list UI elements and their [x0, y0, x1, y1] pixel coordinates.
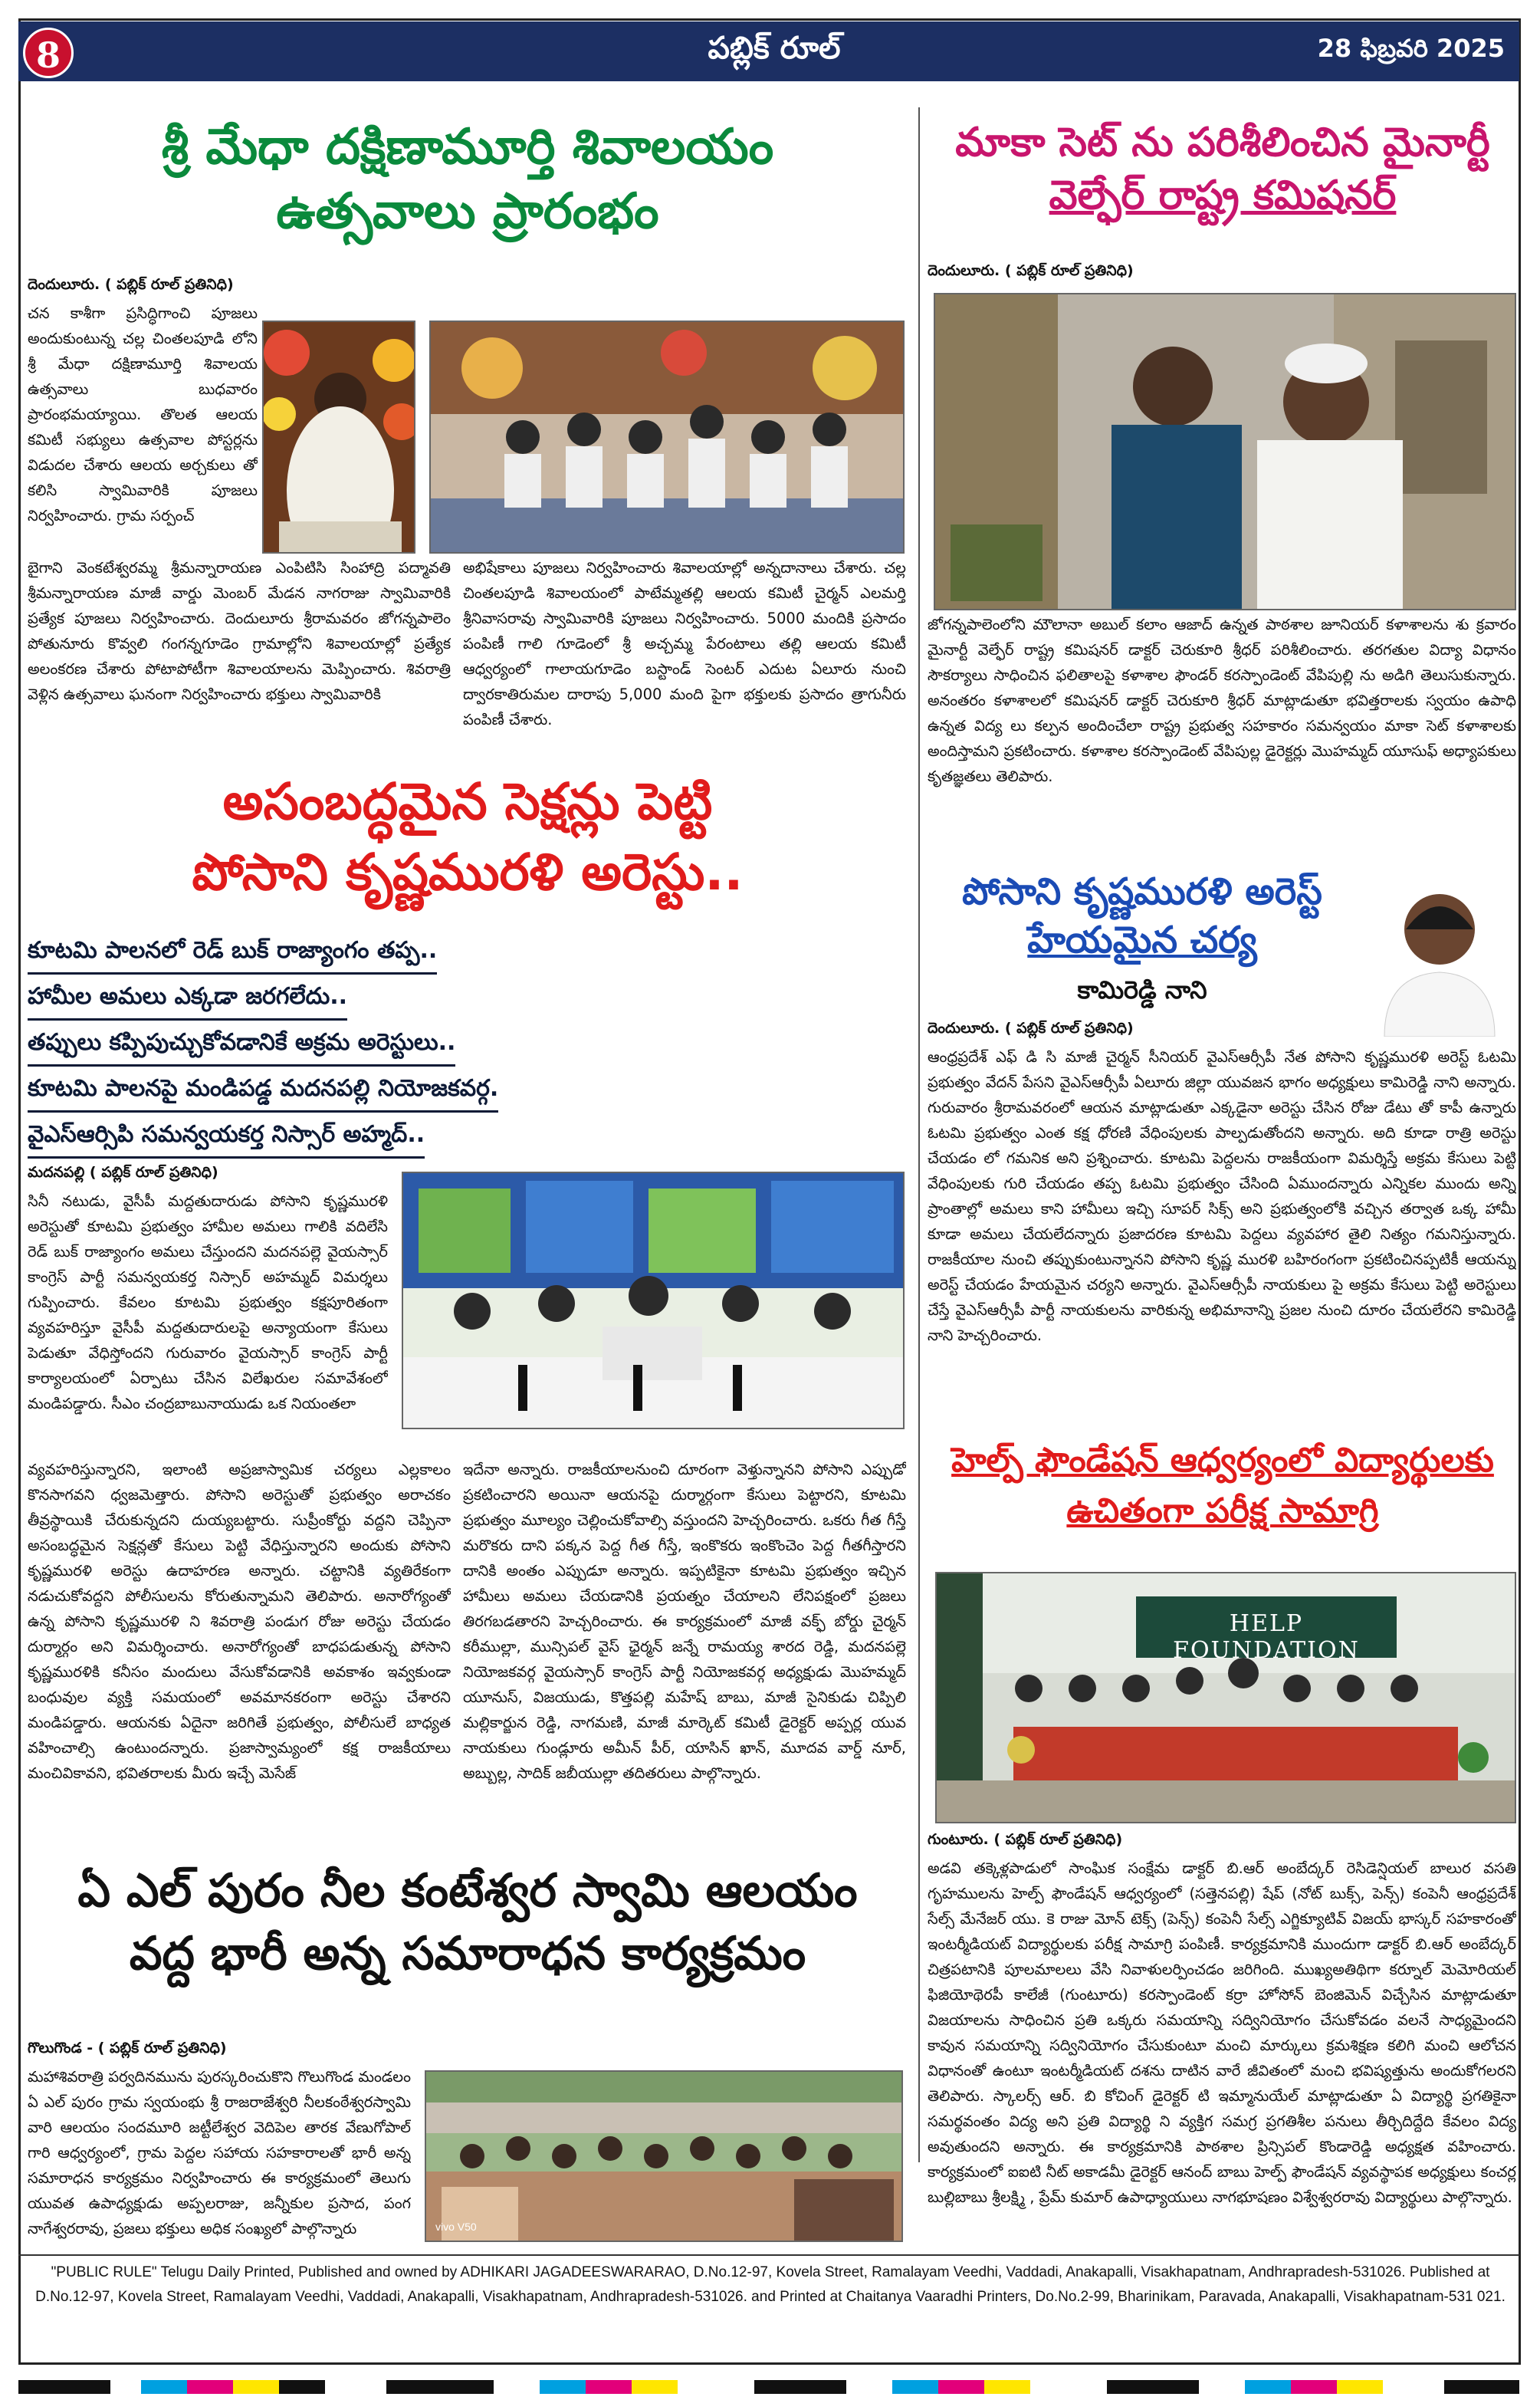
article5-photo-banner: HELP FOUNDATION	[1173, 1610, 1360, 1664]
article1-photo-priest	[262, 321, 415, 554]
article5-photo	[935, 1572, 1516, 1823]
article4-headline: పోసాని కృష్ణమురళి అరెస్ట్ హేయమైన చర్య	[962, 870, 1322, 962]
footer-divider	[18, 2254, 1519, 2256]
article2-photo	[934, 293, 1516, 610]
column-divider	[918, 107, 920, 2162]
article1-body-left: బైగాని వెంకటేశ్వరమ్మ శ్రీమన్నారాయణ ఎంపిటిసి సింహాద్రి పద్మావతి శ్రీమన్నారాయణ మాజీ వార్డు మెంబర్ మేడన నాగరాజు స్వామివారికి ప్రత్యేక పూజలు నిర్వహించారు. దెందులూరు శ్రీరామవరం జోగన్నపాలెం పోతునూరు కొవ్వలి గంగన్నగూడెం గ్రామాల్లోని శివాలయాల్లో ప్రత్యేక అలంకరణ చేశారు పోటాపోటీగా శివాలయాలను మెప్పించారు. శివరాత్రి వెళ్లిన ఉత్సవాలు ఘనంగా నిర్వహించారు భక్తులు స్వామివారికి	[28, 559, 451, 703]
article6-body: మహాశివరాత్రి పర్వదినమును పురస్కరించుకొని గొలుగొండ మండలం ఏ ఎల్ పురం గ్రామ స్వయంభు శ్రీ రాజరాజేశ్వరి నీలకంఠేశ్వరస్వామి వారి ఆలయం సందమూరి జట్టీలేశ్వర వెదిపెల తారక వేణుగోపాల్ గారి ఆధ్వర్యంలో, గ్రామ పెద్దల సహాయ సహకారాలతో భారీ అన్న సమారాధన కార్యక్రమం నిర్వహించారు ఈ కార్యక్రమంలో తెలుగు యువత ఉపాధ్యక్షుడు అప్పలరాజు, జన్నీకుల ప్రసాద, పంగ నాగేశ్వరరావు, ప్రజలు భక్తులు అధిక సంఖ్యలో పాల్గొన్నారు	[28, 2068, 411, 2237]
article3-body-left: వ్యవహరిస్తున్నారని, ఇలాంటి అప్రజాస్వామిక చర్యలు ఎల్లకాలం కొనసాగవని ధ్వజమెత్తారు. పోసాని అరెస్టుతో ప్రభుత్వం అరాచకం తీవ్రస్థాయికి చేరుకున్నదని దుయ్యబట్టారు. సుప్రీంకోర్టు వద్దని చెప్పినా అసంబద్ధమైన సెక్షన్లతో కేసులు పెట్టి వేధిస్తున్నారని అందుకు పోసాని కృష్ణమురళి అరెస్టు ఉదాహరణ అన్నారు. చట్టానికి వ్యతిరేకంగా నడుచుకోవద్దని పోలీసులను కోరుతున్నామని తెలిపారు. అనారోగ్యంతో ఉన్న పోసాని కృష్ణమురళి ని శివరాత్రి పండుగ రోజు అరెస్టు చేయడం దుర్మార్గం అని విమర్శించారు. అనారోగ్యంతో బాధపడుతున్న పోసాని కృష్ణమురళికి కనీసం మందులు వేసుకోవడానికి అవకాశం ఇవ్వకుండా బంధువుల వ్యక్తి సమయంలో అవమానకరంగా అరెస్టు చేశారని మండిపడ్డారు. ఆయనకు ఏదైనా జరిగితే ప్రభుత్వం, పోలీసులే బాధ్యత వహించాల్సి ఉంటుందన్నారు. ప్రజాస్వామ్యంలో కక్ష రాజకీయాలు మంచివికావని, భవితరాలకు మీరు ఇచ్చే మెసేజ్	[28, 1461, 451, 1782]
article2-headline: మాకా సెట్ ను పరిశీలించిన మైనార్టీ వెల్ఫేర్ రాష్ట్ర కమిషనర్	[955, 120, 1490, 219]
registration-marks	[18, 2380, 1519, 2394]
article4-photo-portrait	[1369, 876, 1510, 1037]
article3-point-3: తప్పులు కప్పిపుచ్చుకోవడానికే అక్రమ అరెస్టులు..	[28, 1029, 455, 1067]
page-number: 8	[23, 28, 74, 78]
article6-byline: గొలుగొండ - ( పబ్లిక్ రూల్ ప్రతినిధి)	[28, 2040, 227, 2056]
article3-photo	[402, 1172, 905, 1429]
article5-body: అడవి తక్కెళ్లపాడులో సాంఘిక సంక్షేమ డాక్టర్ బి.ఆర్ అంబేద్కర్ రెసిడెన్షియల్ బాలుర వసతి గృహములను హెల్ప్ ఫౌండేషన్ ఆధ్వర్యంలో (సత్తెనపల్లి) షేప్ (నోట్ బుక్స్, పెన్స్) కంపెనీ ఆంధ్రప్రదేశ్ సేల్స్ మేనేజర్ యు. కె రాజు మోన్ టెక్స్ (పెన్స్) కంపెనీ సేల్స్ ఎగ్జిక్యూటివ్ విజయ్ భాస్కర్ సహకారంతో ఇంటర్మీడియట్ విద్యార్థులకు పరీక్ష సామాగ్రి పంపిణీ. కార్యక్రమానికి ముందుగా డాక్టర్ బి.ఆర్ అంబేద్కర్ చిత్రపటానికి పూలమాలలు వేసి నివాళులర్పించడం జరిగింది. ముఖ్యఅతిథిగా కర్నూల్ మెమోరియల్ ఫిజియోథెరపీ కాలేజీ (గుంటూరు) కరస్పాండెంట్ కర్రా హోసోన్ బెంజిమెన్ విచ్చేసిన మాట్లాడుతూ విజయాలను సాధించిన ప్రతి ఒక్కరు సమయాన్ని సద్వినియోగం చేసుకోవడం వలనే సాధ్యమైందని కావున సమయాన్ని సద్వినియోగం చేసుకుంటూ మంచి మార్కులు క్రమశిక్షణ కలిగి మంచి ఆలోచన విధానంతో ఉంటూ ఇంటర్మీడియట్ దశను దాటిన వారే జీవితంలో మంచి భవిష్యత్తును అందుకోగలరని తెలిపారు. స్కాలర్స్ ఆర్. బి కోచింగ్ డైరెక్టర్ టి ఇమ్మానుయేల్ మాట్లాడుతూ ఏ విద్యార్థి ప్రగతికైనా సమర్థవంతం విద్య అని ప్రతి విద్యార్థి ని వ్యక్తిగ సమగ్ర ప్రగతిశీల పనులు తీర్చిదిద్దేది కేవలం విద్య అవుతుందని అన్నారు. ఈ కార్యక్రమానికి పాఠశాల ప్రిన్సిపల్ కొండారెడ్డి అధ్యక్షత వహించారు. కార్యక్రమంలో ఐఐటి నీట్ అకాడమీ డైరెక్టర్ ఆనంద్ బాబు హెల్ప్ ఫౌండేషన్ వ్యవస్థాపక అధ్యక్షులు కంచర్ల బుల్లిబాబు శ్రీలక్ష్మి , ప్రేమ్ కుమార్ ఉపాధ్యాయులు నాగభూషణం విశ్వేశ్వరరావు విద్యార్థులు పాల్గొన్నారు.	[928, 1859, 1516, 2206]
article3-intro: సినీ నటుడు, వైసీపీ మద్దతుదారుడు పోసాని కృష్ణమురళి అరెస్టుతో కూటమి ప్రభుత్వం హామీల అమలు గాలికి వదిలేసి రెడ్ బుక్ రాజ్యాంగం అమలు చేస్తుందని మదనపల్లె వైయస్సార్ కాంగ్రెస్ పార్టీ సమన్వయకర్త నిస్సార్ అహమ్మద్ విమర్శలు గుప్పించారు. కేవలం కూటమి ప్రభుత్వం కక్షపూరితంగా వ్యవహరిస్తూ వైసీపీ మద్దతుదారులపై అన్యాయంగా కేసులు పెడుతూ వేధిస్తోందని గురువారం వైయస్సార్ కాంగ్రెస్ పార్టీ కార్యాలయంలో ఏర్పాటు చేసిన విలేఖరుల సమావేశంలో మండిపడ్డారు. సీఎం చంద్రబాబునాయుడు ఒక నియంతలా	[28, 1192, 388, 1412]
article2-byline: దెందులూరు. ( పబ్లిక్ రూల్ ప్రతినిధి)	[928, 262, 1134, 279]
article5-headline: హెల్ప్ ఫౌండేషన్ ఆధ్వర్యంలో విద్యార్థులకు ఉచితంగా పరీక్ష సామాగ్రి	[951, 1441, 1494, 1530]
footer-imprint: "PUBLIC RULE" Telugu Daily Printed, Published and owned by ADHIKARI JAGADEESWARARAO, D.No.12-97, Kovela Street, Ramalayam Veedhi, Vaddadi, Anakapalli, Visakhapatnam, Andhrapradesh-531026. Published at D.No.12-97, Kovela Street, Ramalayam Veedhi, Vaddadi, Anakapalli, Visakhapatnam, Andhrapradesh-531026. and Printed at Chaitanya Vaaradhi Printers, Do.No.2-99, Bharinikam, Paravada, Anakapalli, Visakhapatnam-531 021.	[35, 2264, 1506, 2305]
article1-intro: చన కాశీగా ప్రసిద్ధిగాంచి పూజలు అందుకుంటున్న చల్ల చింతలపూడి లోని శ్రీ మేధా దక్షిణామూర్తి శివాలయ ఉత్సవాలు బుధవారం ప్రారంభమయ్యాయి. తొలత ఆలయ కమిటీ సభ్యులు ఉత్సవాల పోస్టర్లను విడుదల చేశారు ఆలయ అర్చకులు తో కలిసి స్వామివారికి పూజలు నిర్వహించారు. గ్రామ సర్పంచ్	[28, 304, 258, 524]
article5-byline: గుంటూరు. ( పబ్లిక్ రూల్ ప్రతినిధి)	[928, 1831, 1123, 1848]
article3-byline: మదనపల్లి ( పబ్లిక్ రూల్ ప్రతినిధి)	[28, 1164, 218, 1181]
article3-point-4: కూటమి పాలనపై మండిపడ్డ మదనపల్లి నియోజకవర్గ.	[28, 1075, 498, 1113]
paper-date: 28 ఫిబ్రవరి 2025	[1317, 34, 1505, 63]
article4-author: కామిరెడ్డి నాని	[1077, 975, 1207, 1004]
article1-byline: దెందులూరు. ( పబ్లిక్ రూల్ ప్రతినిధి)	[28, 276, 234, 293]
article3-point-2: హామీల అమలు ఎక్కడా జరగలేదు..	[28, 983, 347, 1021]
paper-name: పబ్లిక్ రూల్	[708, 31, 841, 66]
article3-body-right: ఇదేనా అన్నారు. రాజకీయాలనుంచి దూరంగా వెళ్తున్నానని పోసాని ఎప్పుడో ప్రకటించారని అయినా ఆయనపై దుర్మార్గంగా కేసులు పెట్టారని, కూటమి ప్రభుత్వం మూల్యం చెల్లించుకోవాల్సి వస్తుందని హెచ్చరించారు. ఒకరు గీత గీస్తే మరొకరు దాని పక్కన పెద్ద గీత గీస్తే, ఇంకొకరు ఇంకొంచెం పెద్ద గీతగీస్తారని దానికి అంతం ఎప్పుడూ అన్నారు. ఇప్పటికైనా కూటమి ప్రభుత్వం ఇచ్చిన హామీలు అమలు చేయడానికి ప్రయత్నం చేయాలని లేనిపక్షంలో ప్రజలు తిరగబడతారని హెచ్చరించారు. ఈ కార్యక్రమంలో మాజీ వక్ఫ్ బోర్డు చైర్మన్ కరీముల్లా, మున్సిపల్ వైస్ ఛైర్మన్ జన్నే రామయ్య శారద రెడ్డి, మదనపల్లె నియోజకవర్గ వైయస్సార్ కాంగ్రెస్ పార్టీ నియోజకవర్గ అధ్యక్షుడు మొహమ్మద్ యూనుస్, విజయుడు, కొత్తపల్లి మహేష్ బాబు, మాజీ సైనికుడు చిప్పిలి మల్లికార్జున రెడ్డి, నాగమణి, మాజీ మార్కెట్ కమిటీ డైరెక్టర్ అప్పర్ల యువ నాయకులు గుండ్లూరు అమీన్ పీర్, యాసిన్ ఖాన్, మూదవ వార్డ్ నూర్, అబ్బుల్ల, సాదిక్ జబీయుల్లా తదితరులు పాల్గొన్నారు.	[463, 1461, 906, 1782]
article1-body-right: అభిషేకాలు పూజలు నిర్వహించారు శివాలయాల్లో అన్నదానాలు చేశారు. చల్ల చింతలపూడి శివాలయంలో పాటేమ్మతల్లి ఆలయ కమిటీ చైర్మన్ ఎలమర్తి శ్రీనివాసరావు స్వామివారికి పూజలు నిర్వహించారు. 5000 మందికి ప్రసాదం పంపిణీ గాలి గూడెంలో శ్రీ అచ్చమ్మ పేరంటాలు తల్లి ఆలయ కమిటీ ఆధ్వర్యంలో గాలాయగూడెం బస్టాండ్ సెంటర్ ఎదుట ఏలూరు నుంచి ద్వారకాతిరుమల దారాపు 5,000 మంది పైగా భక్తులకు ప్రసాదం త్రాగునీరు పంపిణీ చేశారు.	[463, 559, 906, 728]
article1-headline: శ్రీ మేధా దక్షిణామూర్తి శివాలయం ఉత్సవాలు ప్రారంభం	[161, 119, 774, 241]
article6-photo-watermark: vivo V50	[435, 2221, 477, 2233]
article6-photo	[425, 2070, 903, 2242]
article3-point-5: వైఎస్ఆర్సిపి సమన్వయకర్త నిస్సార్ అహ్మద్..	[28, 1121, 425, 1159]
article6-headline: ఏ ఎల్ పురం నీల కంటేశ్వర స్వామి ఆలయం వద్ద భారీ అన్న సమారాధన కార్యక్రమం	[77, 1864, 858, 1981]
article3-headline: అసంబద్ధమైన సెక్షన్లు పెట్టి పోసాని కృష్ణమురళి అరెస్టు..	[192, 772, 744, 902]
article2-body: జోగన్నపాలెంలోని మౌలానా అబుల్ కలాం ఆజాద్ ఉన్నత పాఠశాల జూనియర్ కళాశాలను శు క్రవారం మైనార్టీ వెల్ఫేర్ రాష్ట్ర కమిషనర్ డాక్టర్ చెరుకూరి శ్రీధర్ పరిశీలించారు. తరగతుల విద్యా విధానం సౌకర్యాలు సాధించిన ఫలితాలపై కళాశాల ఫౌండర్ కరస్పాండెంట్ వేపిపుల్లి ను అడిగి తెలుసుకున్నారు. అనంతరం కళాశాలలో కమిషనర్ డాక్టర్ చెరుకూరి శ్రీధర్ మాట్లాడుతూ భవిత్తరాలకు స్వయం ఉపాధి ఉన్నత విద్య లు కల్పన అందించేలా రాష్ట్ర ప్రభుత్వ సహకారం సమన్వయం మాకా సెట్ కళాశాలకు అందిస్తామని ప్రకటించారు. కళాశాల కరస్పాండెంట్ వేపిపుల్ల డైరెక్టర్లు మొహమ్మద్ యూసుఫ్ అధ్యాపకులు కృతజ్ఞతలు తెలిపారు.	[928, 616, 1516, 785]
article3-point-1: కూటమి పాలనలో రెడ్ బుక్ రాజ్యాంగం తప్ప..	[28, 937, 437, 975]
article1-photo-group	[429, 321, 905, 554]
article4-body: ఆంధ్రప్రదేశ్ ఎఫ్ డి సి మాజీ చైర్మన్ సీనియర్ వైఎస్ఆర్సీపీ నేత పోసాని కృష్ణమురళి అరెస్ట్ ఓటమి ప్రభుత్వం వేదన్ పేసని వైఎస్ఆర్సీపీ ఏలూరు జిల్లా యువజన భాగం అధ్యక్షులు కామిరెడ్డి నాని అన్నారు. గురువారం శ్రీరామవరంలో ఆయన మాట్లాడుతూ ఎక్కడైనా అరెస్టు చేసిన రోజు డేటు తో కాపీ ఉన్నారు ఓటమి ప్రభుత్వం ఎంత కక్ష ధోరణి వేధింపులకు పాల్పడుతోందని అన్నారు. అది కూడా రాత్రి అరెస్టు చేయడం లో గమనిక అని ప్రశ్నించారు. కూటమి పెద్దలను రాజకీయంగా విమర్శిస్తే అక్రమ కేసులు పెట్టి వేధింపులకు గురి చేయడం తప్ప ఓటమి ప్రభుత్వం చేసింది ఏముందన్నారు ఎన్నికల ముందు అన్ని ప్రాంతాల్లో అమలు కాని హామీలు ఇచ్చి సూపర్ సిక్స్ అని ప్రభుత్వంలోకి వచ్చిన తర్వాత ఒక్క హామీ కూడా అమలు చేయలేదన్నారు ప్రజాదరణ కూటమి పెద్దలు వ్యవహార తైలి నిత్యం గమనిస్తున్నారు. రాజకీయాల నుంచి తప్పుకుంటున్నానని పోసాని కృష్ణ మురళి బహిరంగంగా ప్రకటించినప్పటికీ ఆయన్ను అరెస్ట్ చేయడం హేయమైన చర్యని అన్నారు. వైఎస్ఆర్సీపీ నాయకులు పై అక్రమ కేసులు పెట్టి అరెస్టులు చేస్తే వైఎస్ఆర్సీపీ పార్టీ నాయకులను వారికున్న అభిమానాన్ని ప్రజల నుంచి దూరం చేయలేరని కామిరెడ్డి నాని హెచ్చరించారు.	[928, 1048, 1516, 1344]
article4-byline: దెందులూరు. ( పబ్లిక్ రూల్ ప్రతినిధి)	[928, 1020, 1134, 1037]
